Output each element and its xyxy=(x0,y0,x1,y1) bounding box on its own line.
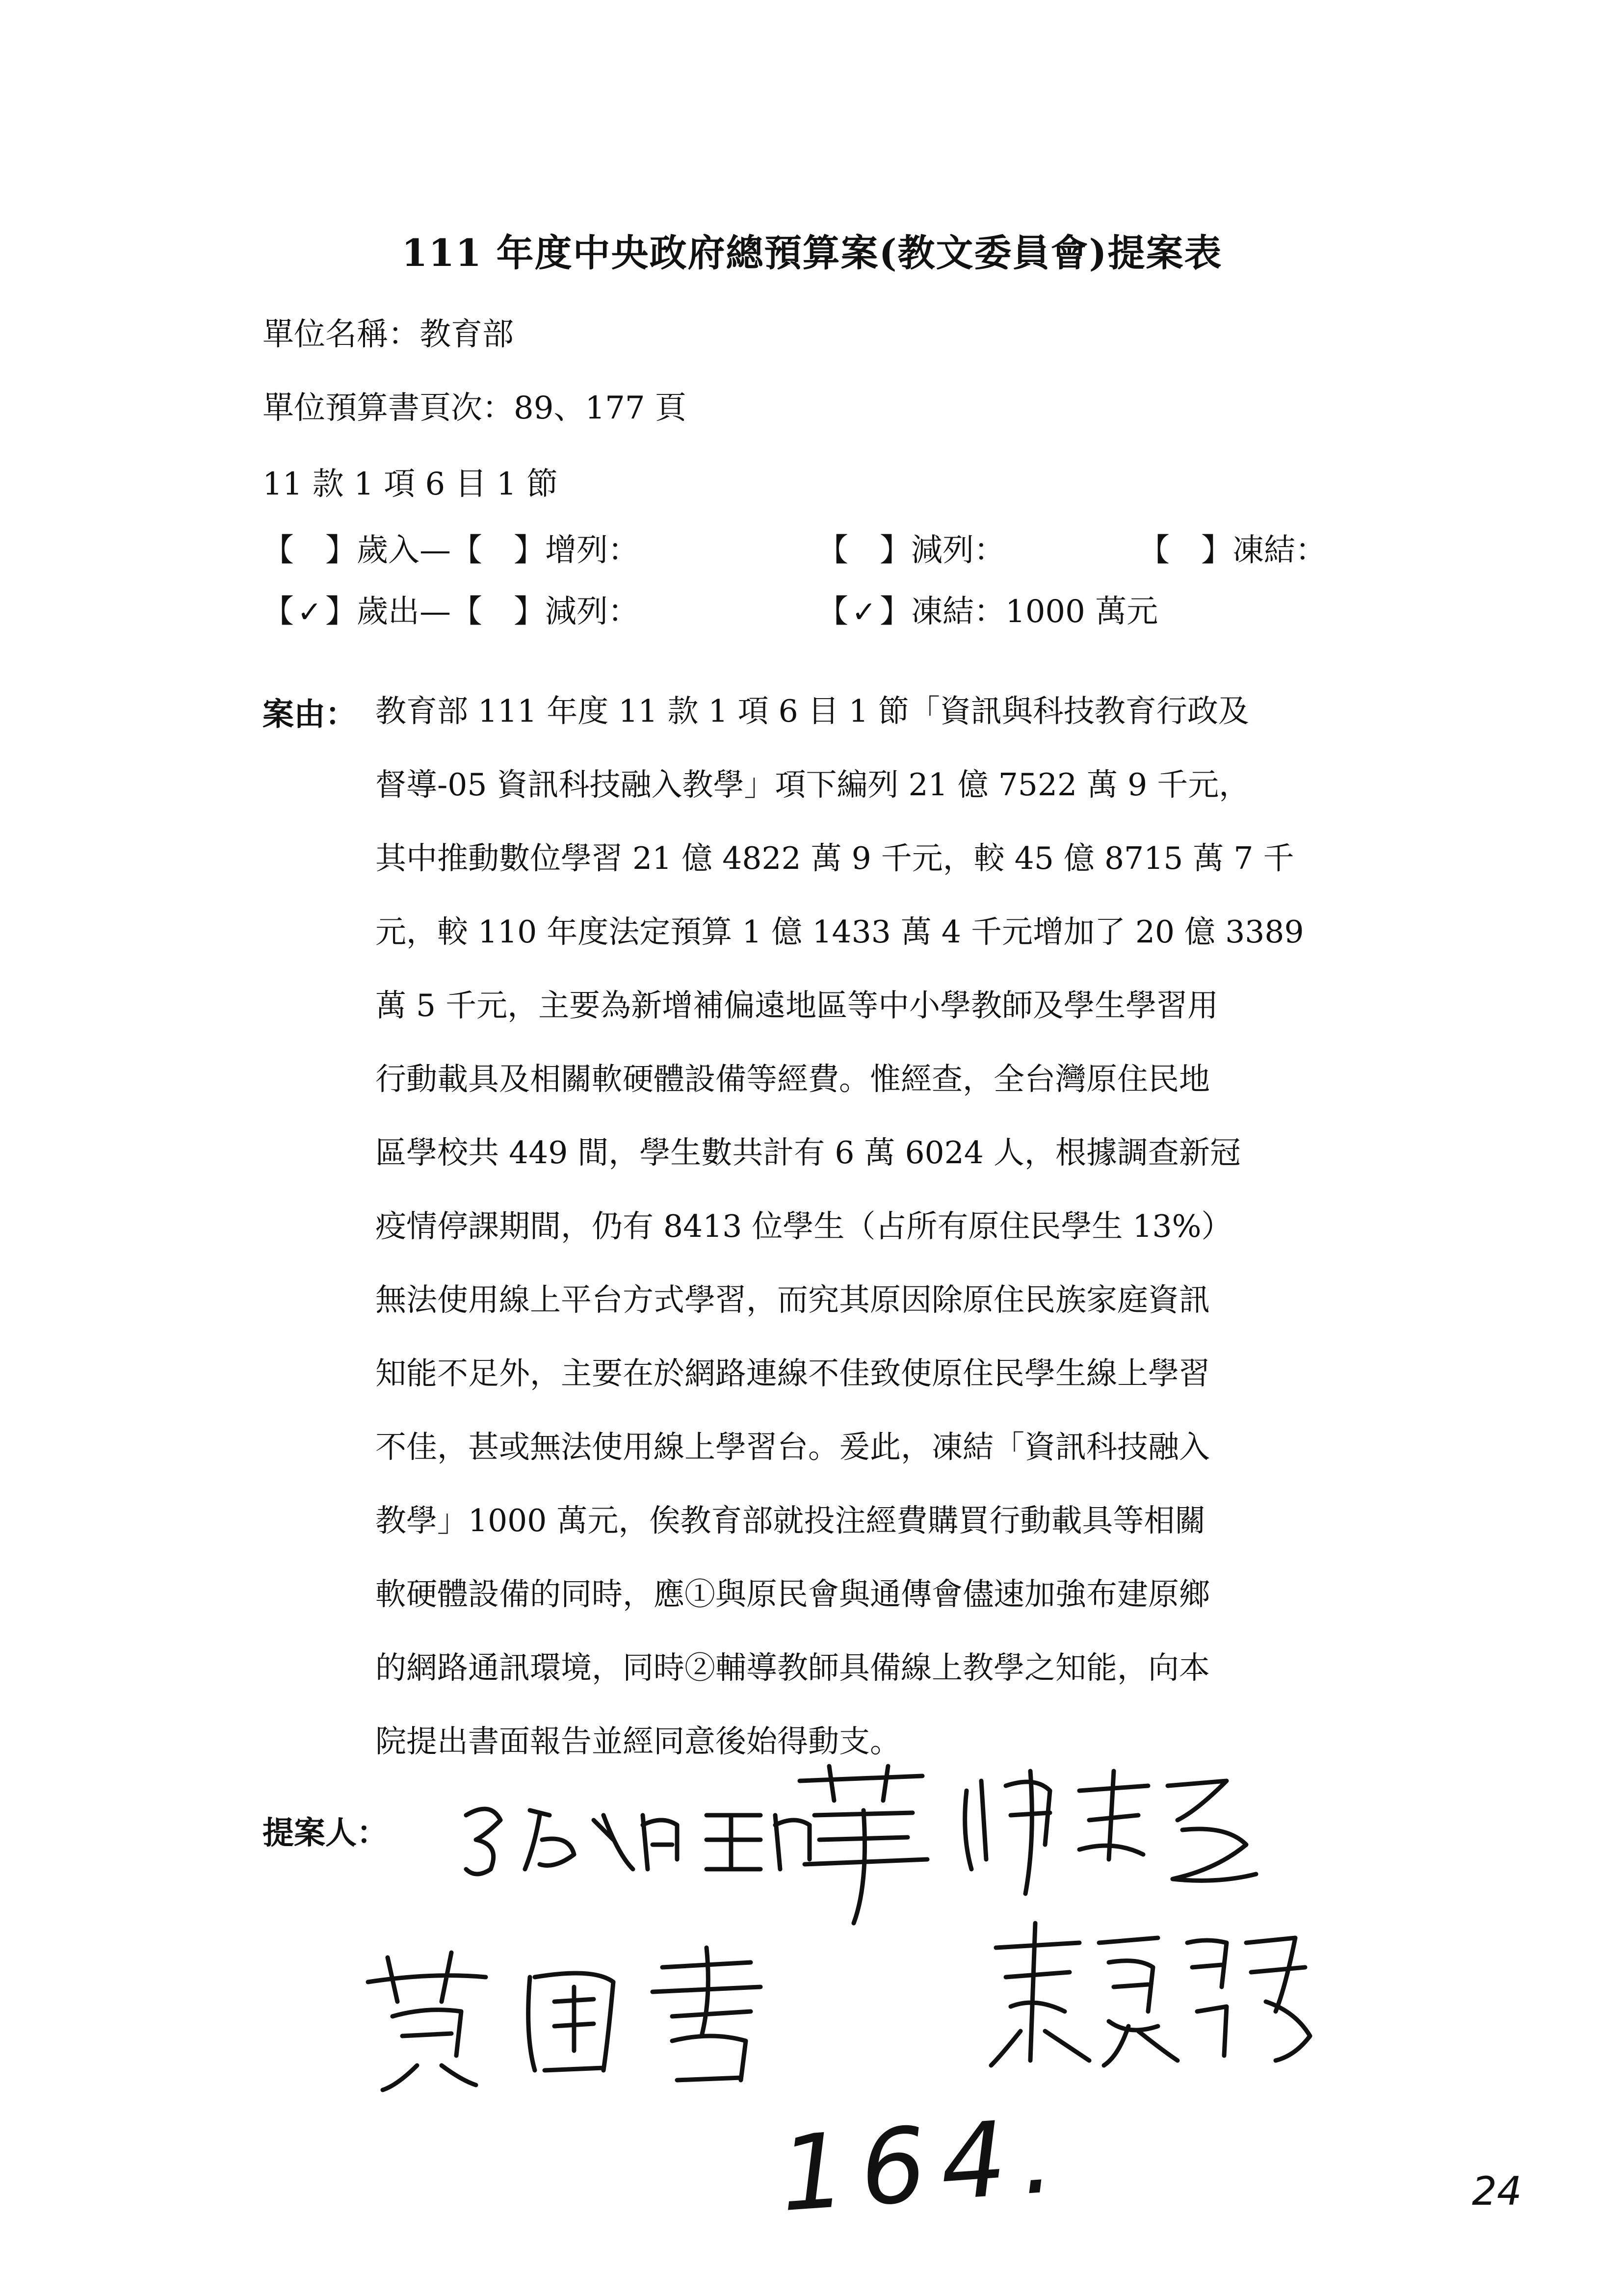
reason-line: 其中推動數位學習 21 億 4822 萬 9 千元，較 45 億 8715 萬 7 千 xyxy=(375,840,1294,876)
reason-line: 無法使用線上平台方式學習，而究其原因除原住民族家庭資訊 xyxy=(375,1282,1210,1318)
revenue-freeze-checkbox[interactable]: 【 xyxy=(1138,532,1170,569)
reason-line: 的網路通訊環境，同時②輔導教師具備線上教學之知能，向本 xyxy=(375,1650,1210,1686)
revenue-reduce-checkbox[interactable]: 【 xyxy=(817,532,848,569)
proposer-label: 提案人： xyxy=(262,1815,388,1852)
check-icon: ✓ xyxy=(297,595,322,629)
reason-line: 元，較 110 年度法定預算 1 億 1433 萬 4 千元增加了 20 億 3389 xyxy=(375,914,1304,950)
reason-line: 教育部 111 年度 11 款 1 項 6 目 1 節「資訊與科技教育行政及 xyxy=(375,693,1249,729)
revenue-increase-option: 【 】歲入—【 】增列： xyxy=(262,532,639,569)
reason-line: 萬 5 千元，主要為新增補偏遠地區等中小學教師及學生學習用 xyxy=(375,988,1219,1023)
reason-line: 行動載具及相關軟硬體設備等經費。惟經查，全台灣原住民地 xyxy=(375,1061,1210,1097)
reason-text xyxy=(375,675,1411,1778)
reason-line: 不佳，甚或無法使用線上學習台。爰此，凍結「資訊科技融入 xyxy=(375,1429,1210,1465)
check-icon: ✓ xyxy=(851,595,877,629)
reason-line: 知能不足外，主要在於網路連線不佳致使原住民學生線上學習 xyxy=(375,1356,1210,1391)
reason-line: 軟硬體設備的同時，應①與原民會與通傳會儘速加強布建原鄉 xyxy=(375,1576,1210,1612)
reason-line: 督導-05 資訊科技融入教學」項下編列 21 億 7522 萬 9 千元， xyxy=(375,767,1250,803)
signature-3 xyxy=(785,1756,942,1933)
corner-page-number: 24 xyxy=(1472,2168,1522,2214)
handwritten-page-number: 164. xyxy=(776,2094,1073,2235)
reason-line: 區學校共 449 間，學生數共計有 6 萬 6024 人，根據調查新冠 xyxy=(375,1135,1241,1171)
reason-line: 院提出書面報告並經同意後始得動支。 xyxy=(375,1723,901,1759)
unit-name: 單位名稱：教育部 xyxy=(262,316,514,353)
expense-reduce-option: 【 ✓ 】歲出—【 】減列： xyxy=(262,594,639,630)
expense-freeze-checkbox[interactable]: 【 ✓ xyxy=(817,594,880,630)
expense-checkbox[interactable]: 【 ✓ 】 xyxy=(262,594,357,630)
signature-1 xyxy=(456,1786,653,1894)
signature-4 xyxy=(952,1761,1266,1904)
reason-label: 案由： xyxy=(262,696,357,733)
reason-line: 教學」1000 萬元，俟教育部就投注經費購買行動載具等相關 xyxy=(375,1503,1206,1539)
signature-6 xyxy=(981,1913,1325,2075)
revenue-reduce-option: 【 】減列： xyxy=(817,532,1005,569)
reason-line: 疫情停課期間，仍有 8413 位學生（占所有原住民學生 13%） xyxy=(375,1208,1232,1244)
expense-freeze-option: 【 ✓ 】凍結：1000 萬元 xyxy=(817,594,1158,630)
budget-pages: 單位預算書頁次：89、177 頁 xyxy=(262,390,686,426)
budget-section: 11 款 1 項 6 目 1 節 xyxy=(262,466,558,502)
revenue-freeze-option: 【 】凍結： xyxy=(1138,532,1327,569)
revenue-checkbox[interactable]: 【 】 xyxy=(262,532,357,569)
document-title: 111 年度中央政府總預算案(教文委員會)提案表 xyxy=(401,231,1223,275)
signature-5 xyxy=(358,1938,829,2100)
